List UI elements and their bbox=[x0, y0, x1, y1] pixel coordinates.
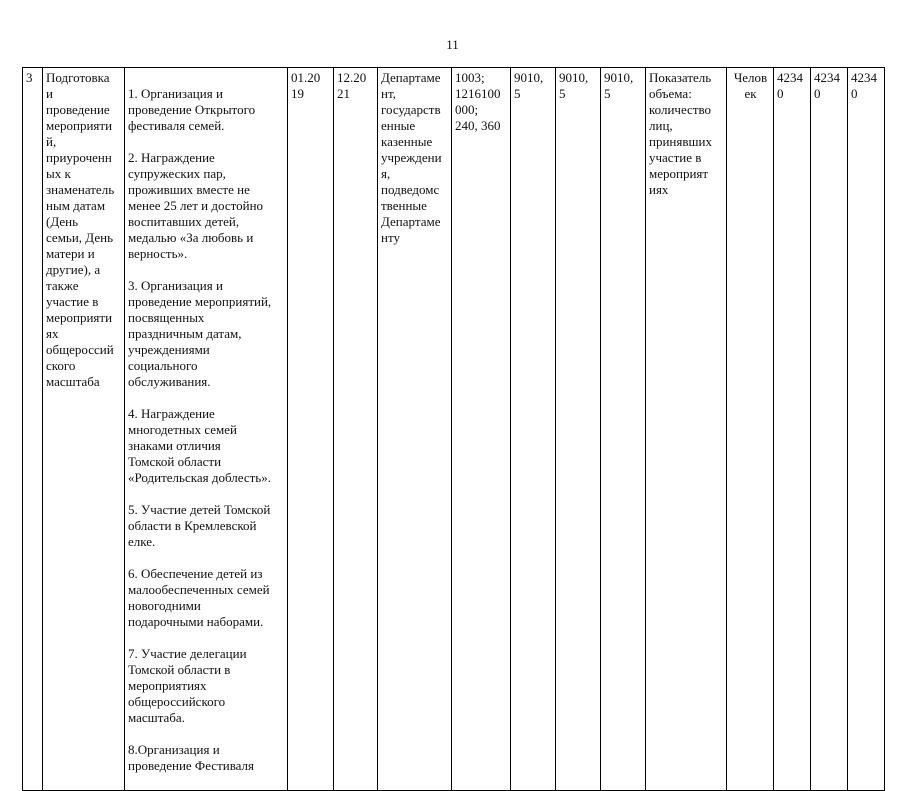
activity-item: 4. Награждение многодетных семей знаками отличия Томской области «Родительская доблесть». bbox=[128, 406, 271, 485]
unit-cell: Челов ек bbox=[727, 68, 774, 791]
funding-value-cell-1: 9010, 5 bbox=[511, 68, 556, 791]
target-value-cell-2: 4234 0 bbox=[811, 68, 848, 791]
budget-codes-cell: 1003; 1216100 000; 240, 360 bbox=[452, 68, 511, 791]
funding-value-cell-2: 9010, 5 bbox=[556, 68, 601, 791]
activity-item: 2. Награждение супружеских пар, проживших вместе не менее 25 лет и достойно воспитавших детей, медалью «За любовь и верность». bbox=[128, 150, 264, 261]
funding-value-cell-3: 9010, 5 bbox=[601, 68, 646, 791]
activities-cell bbox=[125, 68, 288, 791]
target-value-cell-1: 4234 0 bbox=[774, 68, 811, 791]
end-date-cell: 12.20 21 bbox=[334, 68, 378, 791]
table-row bbox=[23, 68, 885, 791]
activity-item: 6. Обеспечение детей из малообеспеченных семей новогодними подарочными наборами. bbox=[128, 566, 270, 629]
activity-item: 8.Организация и проведение Фестиваля bbox=[128, 742, 255, 773]
activity-item: 5. Участие детей Томской области в Кремлевской елке. bbox=[128, 502, 271, 549]
budget-measures-table bbox=[22, 67, 885, 791]
activity-item: 7. Участие делегации Томской области в мероприятиях общероссийского масштаба. bbox=[128, 646, 247, 725]
indicator-cell: Показатель объема: количество лиц, принявших участие в мероприят иях bbox=[646, 68, 727, 791]
page-number: 11 bbox=[446, 37, 459, 52]
executor-cell: Департаме нт, государств енные казенные учреждени я, подведомс твенные Департаме нту bbox=[378, 68, 452, 791]
start-date-cell: 01.20 19 bbox=[288, 68, 334, 791]
row-index-cell: 3 bbox=[23, 68, 43, 791]
measure-title-cell: Подготовка и проведение мероприяти й, приуроченн ых к знаменатель ным датам (День семьи, День матери и другие), а также участие в мероприяти ях общероссий ского масштаба bbox=[43, 68, 125, 791]
activity-item: 1. Организация и проведение Открытого фестиваля семей. bbox=[128, 86, 256, 133]
activity-item: 3. Организация и проведение мероприятий, посвященных праздничным датам, учреждениями социального обслуживания. bbox=[128, 278, 272, 389]
target-value-cell-3: 4234 0 bbox=[848, 68, 885, 791]
